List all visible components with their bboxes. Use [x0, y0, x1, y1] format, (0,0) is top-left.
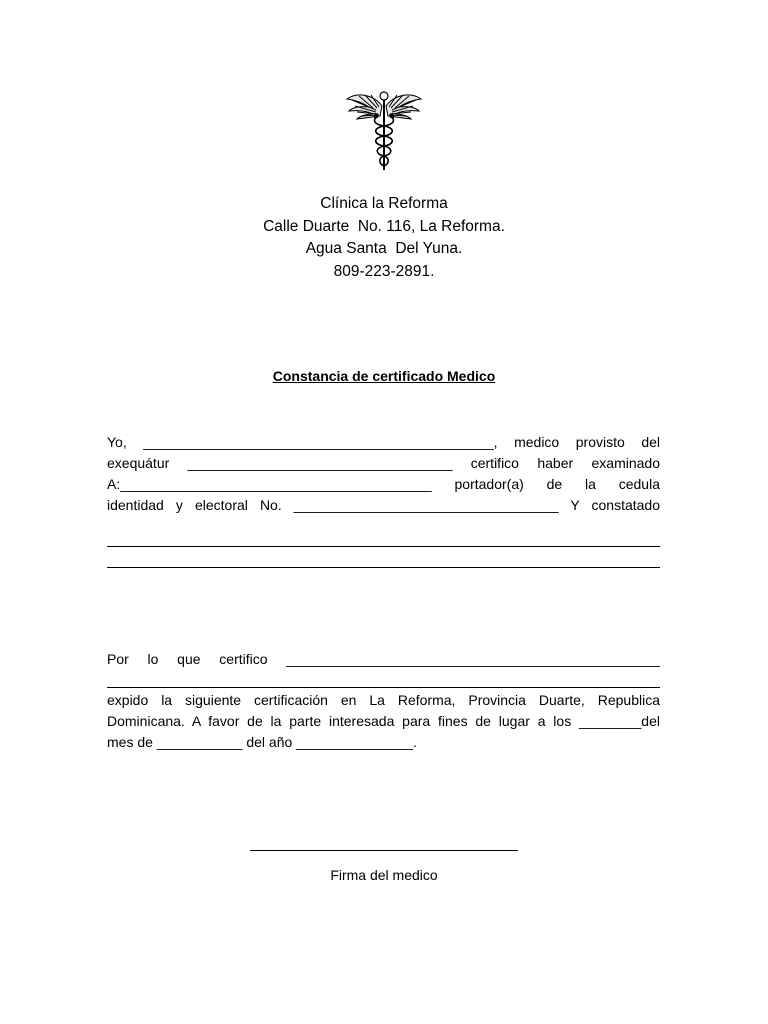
clinic-phone: 809-223-2891. [333, 262, 435, 280]
blank-rule-3 [107, 687, 660, 688]
paragraph2-line3: Dominicana. A favor de la parte interesada para fines de lugar a los ________del [107, 713, 660, 729]
clinic-name: Clínica la Reforma [320, 195, 448, 212]
document-title-text: Constancia de certificado Medico [272, 368, 496, 384]
clinic-header [0, 193, 768, 283]
paragraph-examination [107, 432, 660, 516]
paragraph1-line1: Yo, _____________________________________________, medico provisto del [107, 434, 660, 450]
paragraph-certification [107, 649, 660, 670]
clinic-address: Calle Duarte No. 116, La Reforma. [263, 217, 505, 235]
paragraph1-line3: A:________________________________________ portador(a) de la cedula [107, 476, 660, 492]
signature-label: Firma del medico [330, 867, 438, 883]
paragraph2-line1: Por lo que certifico ________________________________________________ [107, 651, 660, 667]
signature-line [250, 850, 518, 851]
paragraph2-line2: expido la siguiente certificación en La Reforma, Provincia Duarte, Republica [107, 692, 660, 708]
blank-rule-1 [107, 546, 660, 547]
caduceus-icon [343, 86, 425, 172]
blank-rule-2 [107, 567, 660, 568]
paragraph1-line2: exequátur __________________________________ certifico haber examinado [107, 455, 660, 471]
clinic-locality: Agua Santa Del Yuna. [305, 240, 463, 257]
paragraph2-line4: mes de ___________ del año _______________. [107, 734, 417, 750]
document-title [0, 368, 768, 384]
paragraph1-line4: identidad y electoral No. __________________________________ Y constatado [107, 497, 660, 513]
paragraph-certification-cont [107, 690, 660, 753]
